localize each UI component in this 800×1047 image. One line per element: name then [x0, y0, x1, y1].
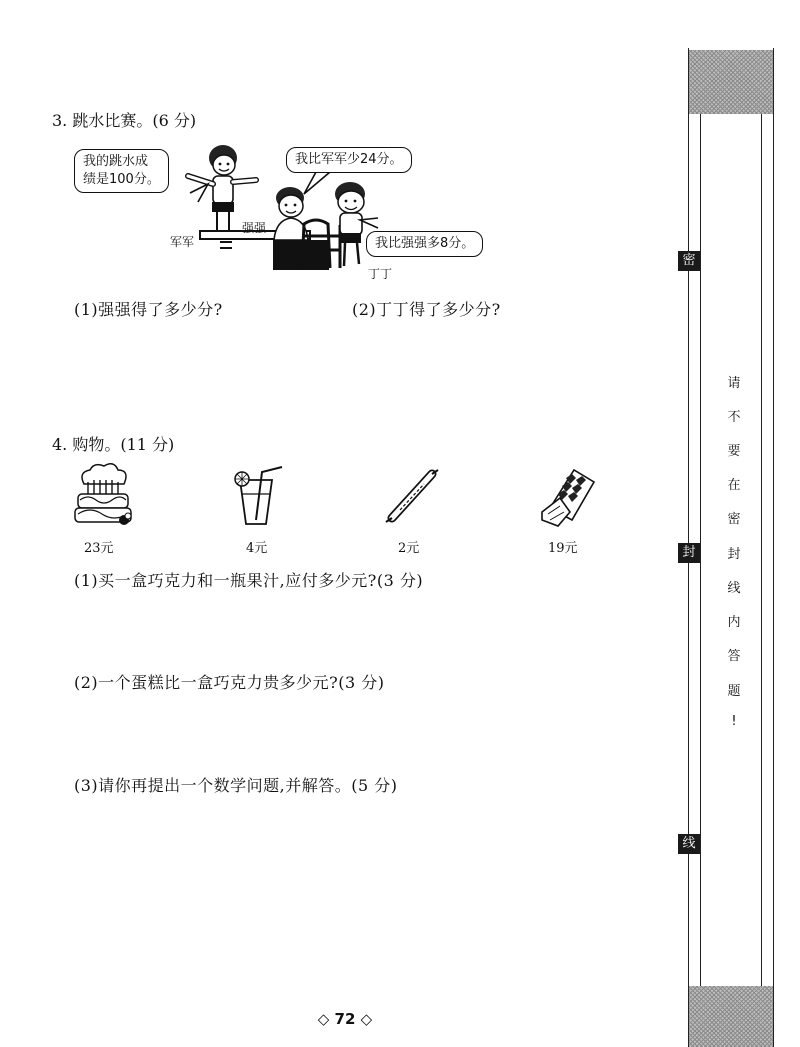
seal-warning-char: ! [731, 714, 737, 729]
seal-mark-mi: 密 [678, 251, 700, 271]
name-dingding: 丁丁 [368, 267, 393, 281]
q4-sub-question-3: (3)请你再提出一个数学问题,并解答。(5 分) [74, 776, 398, 795]
dingding-speech-bubble: 我比强强多8分。 [366, 231, 483, 257]
juice-icon [230, 464, 286, 528]
seal-warning-char: 线 [727, 581, 741, 596]
seal-mark-feng: 封 [678, 543, 700, 563]
q4-sub-question-2: (2)一个蛋糕比一盒巧克力贵多少元?(3 分) [74, 673, 385, 692]
junjun-speech-line2: 绩是100分。 [83, 172, 160, 187]
name-qiangqiang: 强强 [242, 221, 267, 235]
junjun-speech-line1: 我的跳水成 [83, 154, 149, 169]
price-juice: 4元 [246, 541, 268, 556]
q3-title: 3. 跳水比赛。(6 分) [52, 111, 197, 130]
seal-warning-char: 题 [727, 684, 741, 699]
junjun-speech-bubble [74, 149, 169, 193]
seal-warning-char: 密 [727, 512, 741, 527]
seal-warning-char: 内 [727, 615, 741, 630]
page-number: ◇ 72 ◇ [317, 1010, 373, 1028]
seal-hatch-bottom [689, 986, 773, 1047]
q4-title: 4. 购物。(11 分) [52, 435, 175, 454]
seal-warning-char: 在 [727, 478, 741, 493]
price-chocolate: 19元 [548, 541, 578, 556]
cake-icon [70, 462, 136, 528]
name-junjun: 军军 [170, 235, 195, 249]
price-sausage: 2元 [398, 541, 420, 556]
seal-warning-char: 不 [727, 410, 741, 425]
q4-sub-question-1: (1)买一盒巧克力和一瓶果汁,应付多少元?(3 分) [74, 571, 424, 590]
chocolate-icon [538, 464, 602, 528]
q3-sub-question-1: (1)强强得了多少分? [74, 300, 223, 319]
seal-warning-char: 封 [727, 547, 741, 562]
qiangqiang-speech-bubble: 我比军军少24分。 [286, 147, 412, 173]
sausage-icon [382, 466, 442, 526]
seal-hatch-top [689, 50, 773, 114]
price-cake: 23元 [84, 541, 114, 556]
q3-sub-question-2: (2)丁丁得了多少分? [352, 300, 501, 319]
seal-warning-char: 要 [727, 444, 741, 459]
seal-warning-char: 请 [727, 376, 741, 391]
seal-mark-xian: 线 [678, 834, 700, 854]
seal-warning-char: 答 [727, 649, 741, 664]
